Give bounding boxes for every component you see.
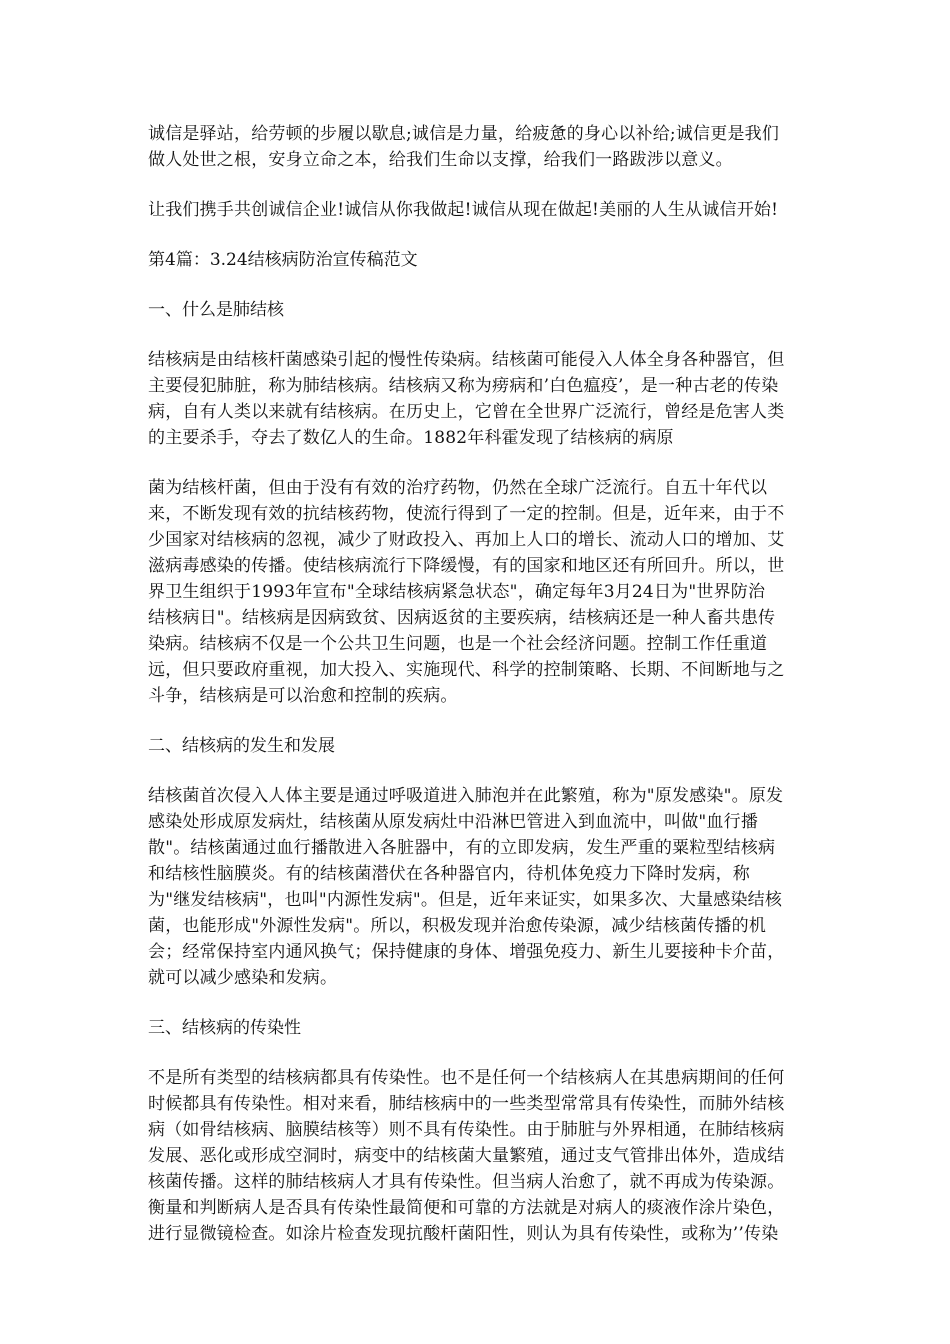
text-line: 和结核性脑膜炎。有的结核菌潜伏在各种器官内，待机体免疫力下降时发病，称 bbox=[148, 864, 750, 884]
text-line: 会；经常保持室内通风换气；保持健康的身体、增强免疫力、新生儿要接种卡介苗， bbox=[148, 942, 785, 962]
text-line: 进行显微镜检查。如涂片检查发现抗酸杆菌阳性，则认为具有传染性，或称为’’传染 bbox=[148, 1224, 779, 1244]
section-heading-1 bbox=[148, 297, 808, 323]
text-line: 滋病毒感染的传播。使结核病流行下降缓慢，有的国家和地区还有所回升。所以，世 bbox=[148, 556, 785, 576]
text-line: 散"。结核菌通过血行播散进入各脏器中，有的立即发病，发生严重的粟粒型结核病 bbox=[148, 838, 776, 858]
paragraph-integrity bbox=[148, 121, 808, 173]
text-line: 为"继发结核病"，也叫"内源性发病"。但是，近年来证实，如果多次、大量感染结核 bbox=[148, 890, 783, 910]
text-line: 衡量和判断病人是否具有传染性最简便和可靠的方法就是对病人的痰液作涂片染色， bbox=[148, 1198, 785, 1218]
section-heading-2 bbox=[148, 733, 808, 759]
text-line: 三、结核病的传染性 bbox=[148, 1018, 301, 1038]
paragraph-tb-contagion bbox=[148, 1065, 808, 1247]
text-line: 染病。结核病不仅是一个公共卫生问题，也是一个社会经济问题。控制工作任重道 bbox=[148, 634, 768, 654]
text-line: 远，但只要政府重视，加大投入、实施现代、科学的控制策略、长期、不间断地与之 bbox=[148, 660, 785, 680]
text-line: 来，不断发现有效的抗结核药物，使流行得到了一定的控制。但是，近年来，由于不 bbox=[148, 504, 785, 524]
text-line: 菌为结核杆菌，但由于没有有效的治疗药物，仍然在全球广泛流行。自五十年代以 bbox=[148, 478, 768, 498]
text-line: 病，自有人类以来就有结核病。在历史上，它曾在全世界广泛流行，曾经是危害人类 bbox=[148, 402, 785, 422]
paragraph-what-is-tb bbox=[148, 347, 808, 451]
text-line: 核菌传播。这样的肺结核病人才具有传染性。但当病人治愈了，就不再成为传染源。 bbox=[148, 1172, 785, 1192]
text-line: 斗争，结核病是可以治愈和控制的疾病。 bbox=[148, 686, 458, 706]
text-line: 就可以减少感染和发病。 bbox=[148, 968, 338, 988]
text-line: 的主要杀手，夺去了数亿人的生命。1882年科霍发现了结核病的病原 bbox=[148, 428, 674, 448]
paragraph-call-to-action bbox=[148, 197, 808, 223]
text-line: 结核病是由结核杆菌感染引起的慢性传染病。结核菌可能侵入人体全身各种器官，但 bbox=[148, 350, 785, 370]
text-line: 让我们携手共创诚信企业!诚信从你我做起!诚信从现在做起!美丽的人生从诚信开始! bbox=[148, 200, 779, 220]
text-line: 少国家对结核病的忽视，减少了财政投入、再加上人口的增长、流动人口的增加、艾 bbox=[148, 530, 785, 550]
paragraph-tb-history bbox=[148, 475, 808, 709]
text-line: 结核菌首次侵入人体主要是通过呼吸道进入肺泡并在此繁殖，称为"原发感染"。原发 bbox=[148, 786, 784, 806]
section-heading-3 bbox=[148, 1015, 808, 1041]
article-title bbox=[148, 247, 808, 273]
document-page bbox=[148, 121, 808, 1271]
text-line: 不是所有类型的结核病都具有传染性。也不是任何一个结核病人在其患病期间的任何 bbox=[148, 1068, 785, 1088]
text-line: 第4篇：3.24结核病防治宣传稿范文 bbox=[148, 250, 418, 270]
text-line: 菌，也能形成"外源性发病"。所以，积极发现并治愈传染源，减少结核菌传播的机 bbox=[148, 916, 767, 936]
text-line: 诚信是驿站，给劳顿的步履以歇息;诚信是力量，给疲惫的身心以补给;诚信更是我们 bbox=[148, 124, 780, 144]
text-line: 发展、恶化或形成空洞时，病变中的结核菌大量繁殖，通过支气管排出体外，造成结 bbox=[148, 1146, 785, 1166]
text-line: 二、结核病的发生和发展 bbox=[148, 736, 335, 756]
text-line: 病（如骨结核病、脑膜结核等）则不具有传染性。由于肺脏与外界相通，在肺结核病 bbox=[148, 1120, 785, 1140]
text-line: 结核病日"。结核病是因病致贫、因病返贫的主要疾病，结核病还是一种人畜共患传 bbox=[148, 608, 776, 628]
text-line: 一、什么是肺结核 bbox=[148, 300, 284, 320]
text-line: 界卫生组织于1993年宣布"全球结核病紧急状态"，确定每年3月24日为"世界防治 bbox=[148, 582, 766, 602]
text-line: 做人处世之根，安身立命之本，给我们生命以支撑，给我们一路跋涉以意义。 bbox=[148, 150, 733, 170]
text-line: 主要侵犯肺脏，称为肺结核病。结核病又称为痨病和’白色瘟疫’，是一种古老的传染 bbox=[148, 376, 779, 396]
text-line: 感染处形成原发病灶，结核菌从原发病灶中沿淋巴管进入到血流中，叫做"血行播 bbox=[148, 812, 759, 832]
text-line: 时候都具有传染性。相对来看，肺结核病中的一些类型常常具有传染性，而肺外结核 bbox=[148, 1094, 785, 1114]
paragraph-tb-development bbox=[148, 783, 808, 991]
